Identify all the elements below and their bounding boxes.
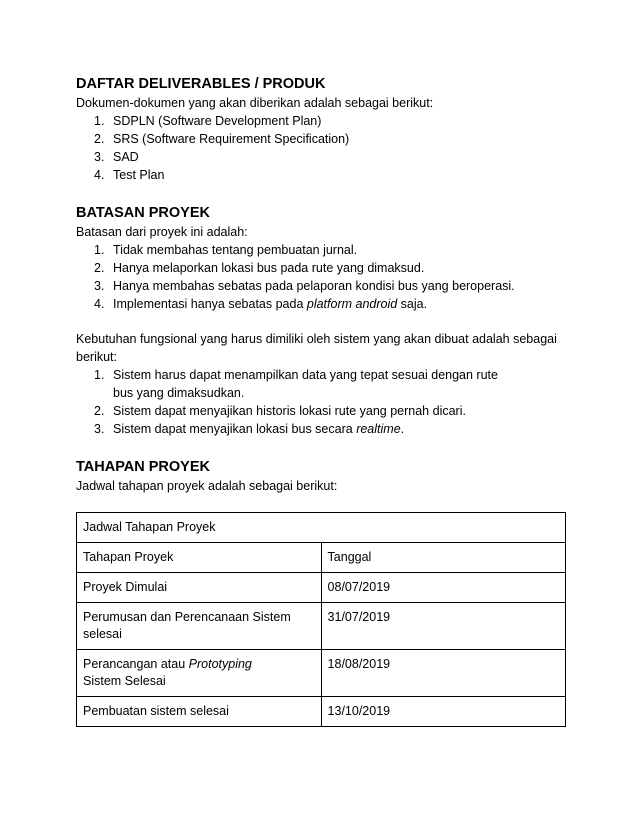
table-row	[77, 650, 566, 697]
kebutuhan-intro: Kebutuhan fungsional yang harus dimiliki oleh sistem yang akan dibuat adalah sebagai berikut:	[76, 332, 557, 364]
date-cell: 31/07/2019	[321, 603, 565, 650]
list-item: 4. Test Plan	[94, 168, 165, 182]
deliverables-heading: DAFTAR DELIVERABLES / PRODUK	[76, 76, 326, 92]
stage-cell: Perancangan atau Prototyping Sistem Selesai	[77, 650, 322, 697]
table-caption-row	[77, 513, 566, 543]
list-item: 2. SRS (Software Requirement Specification)	[94, 132, 350, 146]
list-item: 4. Implementasi hanya sebatas pada platform android saja.	[94, 297, 428, 311]
list-item: 2. Sistem dapat menyajikan historis lokasi rute yang pernah dicari.	[94, 404, 466, 418]
deliverables-list	[76, 112, 566, 184]
date-cell: 13/10/2019	[321, 697, 565, 727]
batasan-intro: Batasan dari proyek ini adalah:	[76, 225, 248, 239]
table-header-row	[77, 543, 566, 573]
column-header-date: Tanggal	[321, 543, 565, 573]
stage-cell: Pembuatan sistem selesai	[77, 697, 322, 727]
stage-cell: Perumusan dan Perencanaan Sistem selesai	[77, 603, 322, 650]
date-cell: 18/08/2019	[321, 650, 565, 697]
table-row	[77, 573, 566, 603]
list-item: 1. Sistem harus dapat menampilkan data yang tepat sesuai dengan rute bus yang dimaksudkan.	[94, 368, 498, 400]
list-item: 3. SAD	[94, 150, 139, 164]
batasan-list	[76, 241, 566, 313]
table-row	[77, 697, 566, 727]
list-item: 3. Sistem dapat menyajikan lokasi bus secara realtime.	[94, 422, 405, 436]
list-item: 1. Tidak membahas tentang pembuatan jurnal.	[94, 243, 358, 257]
list-item: 1. SDPLN (Software Development Plan)	[94, 114, 322, 128]
list-item: 2. Hanya melaporkan lokasi bus pada rute yang dimaksud.	[94, 261, 425, 275]
deliverables-intro: Dokumen-dokumen yang akan diberikan adalah sebagai berikut:	[76, 96, 434, 110]
kebutuhan-list	[76, 366, 566, 438]
stage-cell: Proyek Dimulai	[77, 573, 322, 603]
schedule-table	[76, 512, 566, 727]
tahapan-intro: Jadwal tahapan proyek adalah sebagai berikut:	[76, 479, 338, 493]
tahapan-heading: TAHAPAN PROYEK	[76, 459, 210, 475]
batasan-heading: BATASAN PROYEK	[76, 205, 210, 221]
date-cell: 08/07/2019	[321, 573, 565, 603]
column-header-stage: Tahapan Proyek	[77, 543, 322, 573]
table-caption: Jadwal Tahapan Proyek	[77, 513, 566, 543]
document-page	[76, 74, 566, 727]
list-item: 3. Hanya membahas sebatas pada pelaporan kondisi bus yang beroperasi.	[94, 279, 515, 293]
table-row	[77, 603, 566, 650]
